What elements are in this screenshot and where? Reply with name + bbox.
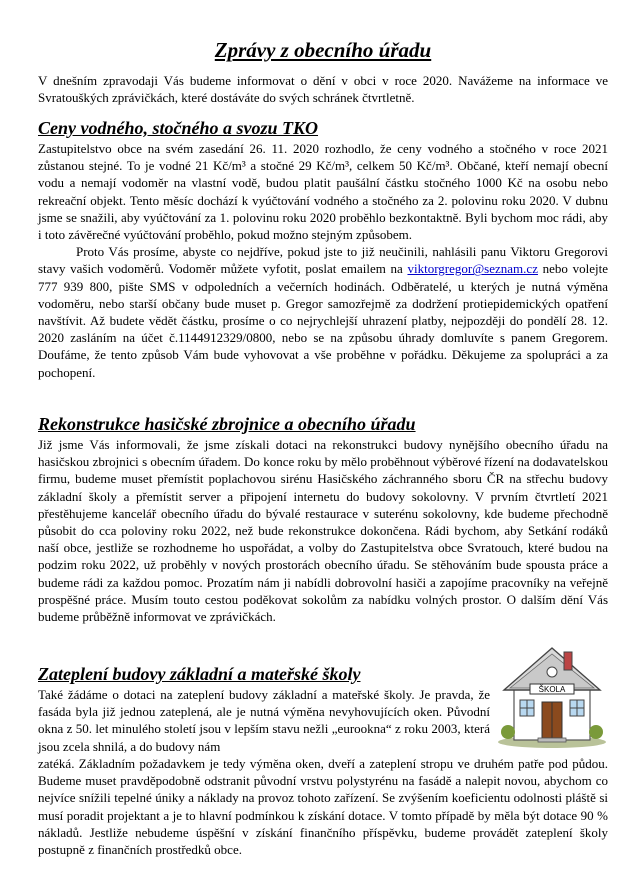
insulation-paragraph-rest: zatéká. Základním požadavkem je tedy výměna oken, dveří a zateplení stropu ve druhém patře pod půdou. Budeme muset pravděpodobně odstranit původní vrstvu polystyrénu na fasádě a nalepit novou, abychom co nejvíce snížili tepelné úniky a náklady na provoz tohoto zařízení. Se zvýšením koeficientu odolnosti pláště si musí poradit projektant a je to hlavní podmínkou k získání dotace. V tomto případě by měla být dotace 90 % nákladů. Jestliže nebudeme úspěšní v získání finančního příspěvku, budeme provádět zateplení školy postupně z finančních prostředků obce. xyxy=(38,756,608,858)
section-heading-reconstruction: Rekonstrukce hasičské zbrojnice a obecního úřadu xyxy=(38,414,416,434)
section-body-water xyxy=(38,140,608,381)
section-body-reconstruction: Již jsme Vás informovali, že jsme získali dotaci na rekonstrukci budovy nynějšího obecního úřadu na hasičskou zbrojnici s obecním úřadem. Do konce roku by mělo proběhnout výběrové řízení na dodavatelskou firmu, budeme muset přemístit poplachovou sirénu Hasičského záchranného sboru ČR na střechu budovy základní školy a přemístit server a připojení internetu do budovy sokolovny. V prvním čtvrtletí 2021 přestěhujeme kancelář obecního úřadu do bývalé restaurace v suterénu sokolovny, kde budeme přechodně působit do cca poloviny roku 2022, než bude rekonstrukce dokončena. Rádi bychom, aby Setkání rodáků naší obce, jestliže se rozhodneme ho uspořádat, a volby do Zastupitelstva obce Svratouch, které budou na podzim roku 2022, už proběhly v nových prostorách obecního úřadu. Se stěhováním bude spousta práce a budeme rádi za každou pomoc. Prozatím nám ji nabídli dobrovolní hasiči a zapojíme pracovníky na veřejně prospěšné práce. Musím touto cestou poděkovat sokolům za nabídku volných prostor. O dalším dění Vás budeme průběžně informovat ve zprávičkách. xyxy=(38,437,608,625)
page-title: Zprávy z obecního úřadu xyxy=(214,38,432,62)
section-heading-water: Ceny vodného, stočného a svozu TKO xyxy=(38,118,319,138)
water-paragraph-2-start: Proto Vás prosíme, abyste co nejdříve, pokud jste to již neučinili, nahlásili panu Viktoru Gregorovi stavy vašich vodoměrů. Vodoměr můžete vyfotit, poslat emailem na xyxy=(38,244,608,277)
section-heading-insulation: Zateplení budovy základní a mateřské školy xyxy=(38,664,361,684)
water-paragraph-2 xyxy=(38,243,608,381)
school-sign: ŠKOLA xyxy=(538,685,566,694)
intro-paragraph: V dnešním zpravodaji Vás budeme informovat o dění v obci v roce 2020. Navážeme na informace ve Svratouškých zprávičkách, které dostáváte do svých schránek čtvrtletně. xyxy=(38,73,608,106)
insulation-paragraph-top: Také žádáme o dotaci na zateplení budovy základní a mateřské školy. Je pravda, že fasáda byla již jednou zateplená, ale je nutná výměna nevyhovujících oken. Původní okna z 50. let minulého století jsou v lepším stavu nežli „eurookna“ z roku 2003, která jsou zcela shnilá, a do budovy nám xyxy=(38,687,490,754)
water-paragraph-2-end: nebo volejte 777 939 800, pište SMS v odpoledních a večerních hodinách. Odběratelé, u kterých je nutná výměna vodoměru, nebo starší občany bude muset p. Gregor samozřejmě za dodržení protiepidemických opatření navštívit. Až budete vědět částku, prosíme o co nejrychlejší uhrazení platby, nejpozději do pondělí 28. 12. 2020 zasláním na účet č.1144912329/0800, nebo se na způsobu úhrady domluvíte s panem Gregorem. Doufáme, že tento způsob Vám bude vyhovovat a vše proběhne v pořádku. Děkujeme za spolupráci a za pochopení. xyxy=(38,261,608,380)
water-paragraph-1: Zastupitelstvo obce na svém zasedání 26. 11. 2020 rozhodlo, že ceny vodného a stočného v roce 2021 zůstanou stejné. To je vodné 21 Kč/m³ a stočné 29 Kč/m³, celkem 50 Kč/m³. Občané, kteří nemají obecní vodu a nemají vodoměr na vlastní vodě, budou platit paušální částku stočného 1000 Kč na osobu nebo rekreační objekt. Tento měsíc dochází k vyúčtování vodného a stočného za 2. polovinu roku 2020. V dubnu jsme se snažili, aby vyúčtování za 1. polovinu roku 2020 proběhlo bezkontaktně. Byli bychom moc rádi, aby i toto závěrečné vyúčtování proběhlo, pokud možno stejným způsobem. xyxy=(38,141,608,243)
school-building-illustration xyxy=(496,638,608,750)
email-link[interactable]: viktorgregor@seznam.cz xyxy=(407,261,538,277)
